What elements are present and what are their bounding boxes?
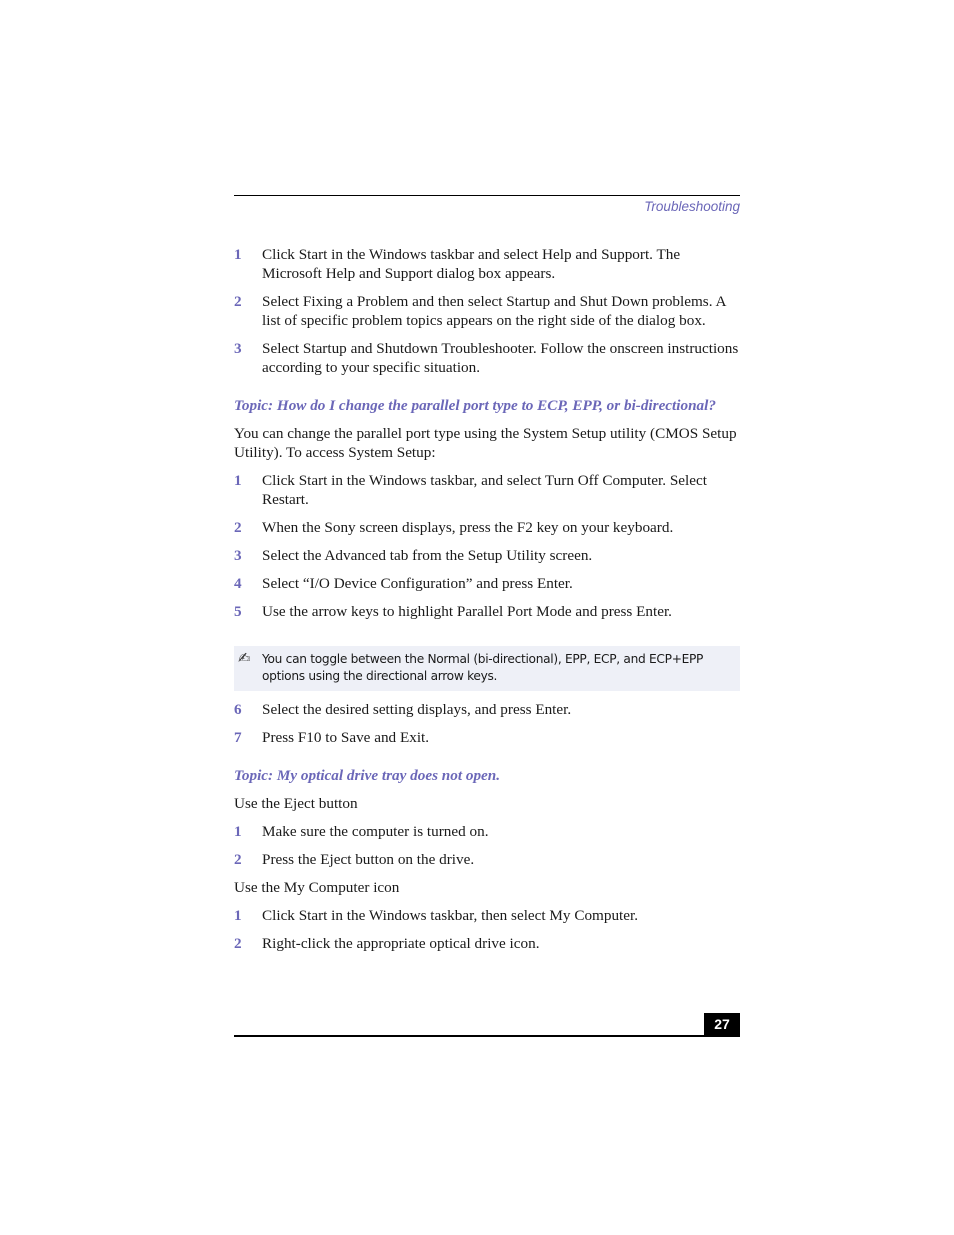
- step-text: Select Fixing a Problem and then select Startup and Shut Down problems. A list of specific problem topics appears on the right side of the dialog box.: [262, 293, 726, 329]
- step-text: Click Start in the Windows taskbar, and select Turn Off Computer. Select Restart.: [262, 472, 707, 508]
- step-number: 2: [234, 293, 242, 310]
- method-label: Use the Eject button: [234, 795, 358, 812]
- list-item: [234, 339, 740, 377]
- step-number: 7: [234, 729, 242, 746]
- step-number: 2: [234, 935, 242, 952]
- list-item: [234, 822, 740, 841]
- pencil-note-icon: ✍: [238, 649, 251, 667]
- list-item: [234, 906, 740, 925]
- note-box: [234, 646, 740, 691]
- step-text: Press F10 to Save and Exit.: [262, 729, 430, 746]
- footer-rule: [234, 1035, 740, 1037]
- list-item: [234, 934, 740, 953]
- step-number: 1: [234, 246, 242, 263]
- note-text: You can toggle between the Normal (bi-directional), EPP, ECP, and ECP+EPP options using the directional arrow keys.: [262, 652, 704, 683]
- topic-heading: Topic: How do I change the parallel port type to ECP, EPP, or bi-directional?: [234, 397, 716, 414]
- step-number: 4: [234, 575, 242, 592]
- list-item: [234, 518, 740, 537]
- method-label: Use the My Computer icon: [234, 879, 400, 896]
- list-item: [234, 602, 740, 621]
- step-text: Select the Advanced tab from the Setup Utility screen.: [262, 547, 593, 564]
- step-number: 2: [234, 851, 242, 868]
- list-item: [234, 700, 740, 719]
- step-text: When the Sony screen displays, press the F2 key on your keyboard.: [262, 519, 674, 536]
- step-text: Select the desired setting displays, and press Enter.: [262, 701, 572, 718]
- step-number: 5: [234, 603, 242, 620]
- list-item: [234, 850, 740, 869]
- list-item: [234, 292, 740, 330]
- step-text: Right-click the appropriate optical drive icon.: [262, 935, 540, 952]
- running-head: Troubleshooting: [644, 199, 740, 214]
- step-number: 1: [234, 907, 242, 924]
- topic-heading: Topic: My optical drive tray does not open.: [234, 767, 501, 784]
- list-item: [234, 574, 740, 593]
- step-text: Use the arrow keys to highlight Parallel Port Mode and press Enter.: [262, 603, 672, 620]
- page-number: 27: [704, 1013, 740, 1037]
- step-text: Select Startup and Shutdown Troubleshooter. Follow the onscreen instructions according to your specific situation.: [262, 340, 739, 376]
- list-item: [234, 546, 740, 565]
- list-item: [234, 471, 740, 509]
- step-text: Make sure the computer is turned on.: [262, 823, 489, 840]
- step-number: 1: [234, 823, 242, 840]
- step-number: 2: [234, 519, 242, 536]
- step-text: Click Start in the Windows taskbar, then select My Computer.: [262, 907, 639, 924]
- list-item: [234, 728, 740, 747]
- step-number: 3: [234, 340, 242, 357]
- step-text: Select “I/O Device Configuration” and press Enter.: [262, 575, 573, 592]
- header-rule: [234, 195, 740, 196]
- step-number: 1: [234, 472, 242, 489]
- step-text: Press the Eject button on the drive.: [262, 851, 475, 868]
- step-text: Click Start in the Windows taskbar and select Help and Support. The Microsoft Help and Support dialog box appears.: [262, 246, 681, 282]
- intro-paragraph: You can change the parallel port type using the System Setup utility (CMOS Setup Utility). To access System Setup:: [234, 425, 737, 461]
- step-number: 6: [234, 701, 242, 718]
- list-item: [234, 245, 740, 283]
- step-number: 3: [234, 547, 242, 564]
